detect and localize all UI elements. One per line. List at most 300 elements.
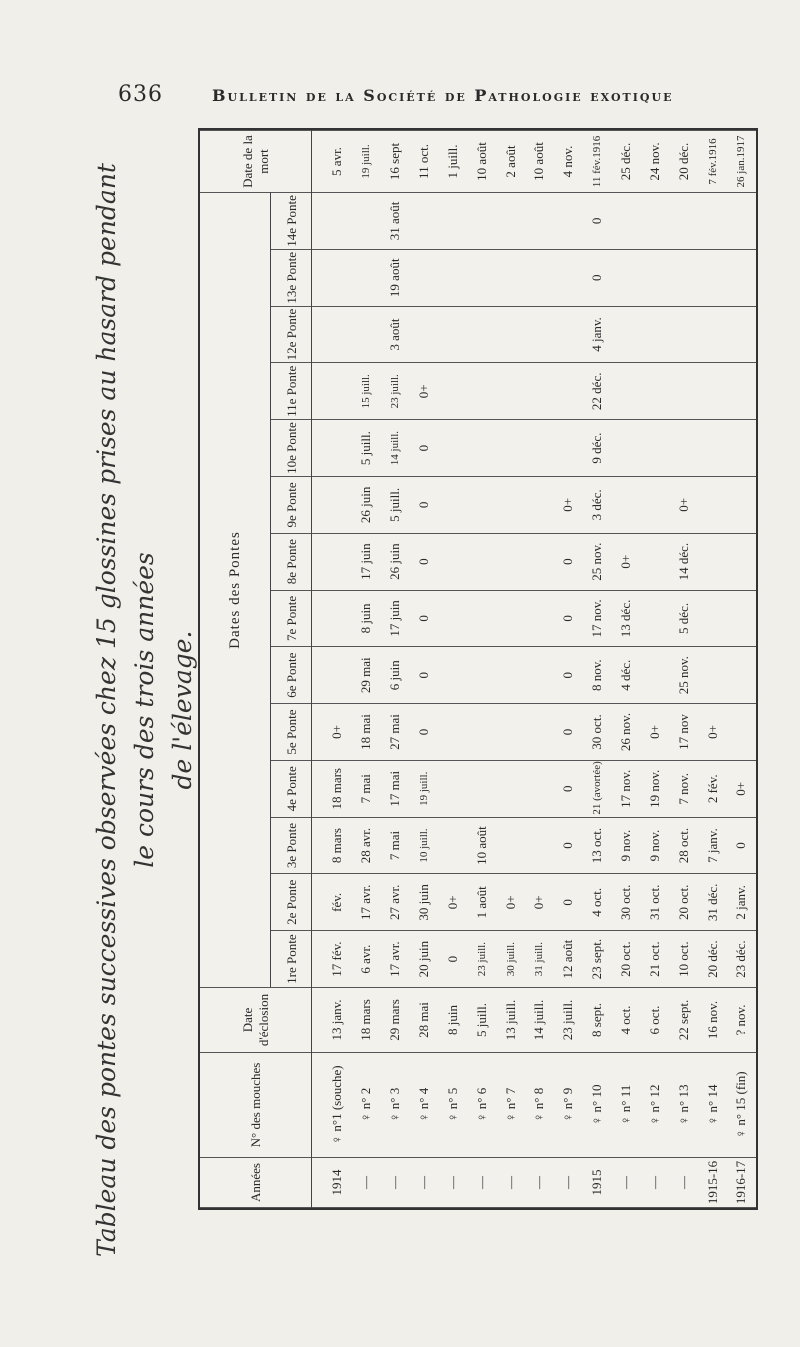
cell-ponte-3: 9 nov. [612, 817, 641, 874]
cell-ponte-7: 13 déc. [612, 590, 641, 647]
cell-ponte-12 [612, 306, 641, 363]
table-row [612, 131, 641, 1208]
cell-ponte-8 [727, 533, 756, 590]
header-eclosion: Date d'éclosion [200, 988, 312, 1053]
cell-ponte-13 [410, 249, 439, 306]
cell-ponte-4 [525, 760, 554, 817]
cell-ponte-12 [439, 306, 468, 363]
cell-ponte-1: 6 avr. [352, 931, 381, 988]
cell-ponte-5: 18 mai [352, 704, 381, 761]
cell-ponte-8: 26 juin [381, 533, 410, 590]
cell-ponte-4: 0 [554, 760, 583, 817]
cell-ponte-13 [439, 249, 468, 306]
cell-ponte-8: 0+ [612, 533, 641, 590]
cell-ponte-12 [410, 306, 439, 363]
cell-ponte-8 [312, 533, 353, 590]
cell-ponte-6: 0 [410, 647, 439, 704]
cell-ponte-13 [525, 249, 554, 306]
cell-ponte-7: 5 déc. [669, 590, 698, 647]
cell-ponte-10 [496, 420, 525, 477]
cell-mort: 11 fév.1916 [583, 131, 612, 193]
cell-mort: 20 déc. [669, 131, 698, 193]
cell-ponte-13 [669, 249, 698, 306]
header-ponte-5: 5e Ponte [271, 704, 312, 761]
cell-ponte-2: 17 avr. [352, 874, 381, 931]
cell-ponte-1: 30 juill. [496, 931, 525, 988]
header-annees: Années [200, 1158, 312, 1208]
header-ponte-3: 3e Ponte [271, 817, 312, 874]
cell-eclosion: 18 mars [352, 988, 381, 1053]
cell-ponte-4 [467, 760, 496, 817]
cell-ponte-2: 0+ [496, 874, 525, 931]
header-ponte-11: 11e Ponte [271, 363, 312, 420]
cell-ponte-5: 30 oct. [583, 704, 612, 761]
cell-ponte-4: 7 mai [352, 760, 381, 817]
cell-ponte-8: 0 [410, 533, 439, 590]
cell-annee: — [554, 1158, 583, 1208]
cell-ponte-11: 0+ [410, 363, 439, 420]
cell-mort: 11 oct. [410, 131, 439, 193]
cell-ponte-12: 4 janv. [583, 306, 612, 363]
cell-ponte-7 [439, 590, 468, 647]
cell-ponte-1: 17 avr. [381, 931, 410, 988]
cell-eclosion: 23 juill. [554, 988, 583, 1053]
header-ponte-8: 8e Ponte [271, 533, 312, 590]
cell-ponte-10 [669, 420, 698, 477]
cell-ponte-9 [640, 476, 669, 533]
header-ponte-14: 14e Ponte [271, 193, 312, 250]
cell-ponte-1: 17 fév. [312, 931, 353, 988]
cell-ponte-10 [467, 420, 496, 477]
table-row [669, 131, 698, 1208]
cell-ponte-10 [698, 420, 727, 477]
cell-annee: — [669, 1158, 698, 1208]
cell-ponte-14 [525, 193, 554, 250]
cell-ponte-11: 23 juill. [381, 363, 410, 420]
cell-ponte-2: 30 oct. [612, 874, 641, 931]
cell-eclosion: 8 juin [439, 988, 468, 1053]
cell-ponte-4: 17 mai [381, 760, 410, 817]
cell-mouche: ♀ n°1 (souche) [312, 1053, 353, 1158]
cell-eclosion: 16 nov. [698, 988, 727, 1053]
cell-eclosion: 13 juill. [496, 988, 525, 1053]
cell-ponte-14 [554, 193, 583, 250]
cell-ponte-6: 6 juin [381, 647, 410, 704]
cell-annee: — [439, 1158, 468, 1208]
cell-eclosion: 29 mars [381, 988, 410, 1053]
cell-ponte-5: 0+ [698, 704, 727, 761]
cell-annee: — [496, 1158, 525, 1208]
cell-ponte-12 [525, 306, 554, 363]
cell-ponte-7: 0 [554, 590, 583, 647]
running-title: Bulletin de la Société de Pathologie exotique [212, 86, 674, 105]
cell-mort: 24 nov. [640, 131, 669, 193]
cell-ponte-5 [525, 704, 554, 761]
cell-ponte-7: 17 juin [381, 590, 410, 647]
cell-ponte-13 [312, 249, 353, 306]
cell-mort: 26 jan.1917 [727, 131, 756, 193]
header-ponte-1: 1re Ponte [271, 931, 312, 988]
cell-ponte-8: 0 [554, 533, 583, 590]
header-mort: Date de la mort [200, 131, 312, 193]
cell-mort: 7 fév.1916 [698, 131, 727, 193]
cell-ponte-3: 9 nov. [640, 817, 669, 874]
cell-ponte-11 [727, 363, 756, 420]
cell-eclosion: 28 mai [410, 988, 439, 1053]
cell-ponte-2: 20 oct. [669, 874, 698, 931]
cell-ponte-7 [727, 590, 756, 647]
cell-ponte-4: 7 nov. [669, 760, 698, 817]
cell-ponte-9: 0+ [554, 476, 583, 533]
cell-eclosion: 14 juill. [525, 988, 554, 1053]
cell-ponte-7 [312, 590, 353, 647]
cell-ponte-10 [312, 420, 353, 477]
cell-ponte-14: 31 août [381, 193, 410, 250]
cell-mouche: ♀ n° 8 [525, 1053, 554, 1158]
cell-ponte-13 [640, 249, 669, 306]
cell-ponte-12 [312, 306, 353, 363]
cell-ponte-13 [352, 249, 381, 306]
cell-ponte-1: 23 sept. [583, 931, 612, 988]
cell-ponte-2: fév. [312, 874, 353, 931]
cell-annee: 1915-16 [698, 1158, 727, 1208]
header-ponte-9: 9e Ponte [271, 476, 312, 533]
cell-mort: 19 juill. [352, 131, 381, 193]
cell-ponte-7 [525, 590, 554, 647]
cell-mort: 2 août [496, 131, 525, 193]
cell-mouche: ♀ n° 2 [352, 1053, 381, 1158]
cell-ponte-7: 0 [410, 590, 439, 647]
cell-ponte-1: 10 oct. [669, 931, 698, 988]
cell-ponte-10 [525, 420, 554, 477]
cell-mort: 16 sept [381, 131, 410, 193]
cell-ponte-13 [727, 249, 756, 306]
cell-ponte-5: 17 nov [669, 704, 698, 761]
cell-ponte-9 [698, 476, 727, 533]
cell-ponte-4: 2 fév. [698, 760, 727, 817]
table-row [727, 131, 756, 1208]
cell-ponte-12 [352, 306, 381, 363]
cell-annee: — [640, 1158, 669, 1208]
cell-ponte-2: 0+ [525, 874, 554, 931]
cell-ponte-8: 25 nov. [583, 533, 612, 590]
cell-ponte-5: 27 mai [381, 704, 410, 761]
header-ponte-13: 13e Ponte [271, 249, 312, 306]
cell-mouche: ♀ n° 5 [439, 1053, 468, 1158]
cell-ponte-5: 0+ [640, 704, 669, 761]
cell-ponte-14 [727, 193, 756, 250]
cell-ponte-6 [698, 647, 727, 704]
header-ponte-10: 10e Ponte [271, 420, 312, 477]
cell-ponte-10 [640, 420, 669, 477]
header-numero: N° des mouches [200, 1053, 312, 1158]
cell-ponte-10: 14 juill. [381, 420, 410, 477]
cell-ponte-5: 0 [554, 704, 583, 761]
cell-ponte-5: 0 [410, 704, 439, 761]
cell-ponte-5 [439, 704, 468, 761]
cell-ponte-4: 17 nov. [612, 760, 641, 817]
cell-ponte-14 [640, 193, 669, 250]
table-row [352, 131, 381, 1208]
cell-ponte-5 [496, 704, 525, 761]
header-ponte-6: 6e Ponte [271, 647, 312, 704]
cell-annee: — [352, 1158, 381, 1208]
cell-ponte-4 [439, 760, 468, 817]
cell-ponte-8 [439, 533, 468, 590]
cell-ponte-14 [439, 193, 468, 250]
cell-ponte-5: 26 nov. [612, 704, 641, 761]
cell-mort: 4 nov. [554, 131, 583, 193]
cell-eclosion: ? nov. [727, 988, 756, 1053]
cell-ponte-8 [640, 533, 669, 590]
cell-mouche: ♀ n° 12 [640, 1053, 669, 1158]
cell-ponte-9 [496, 476, 525, 533]
table-row [496, 131, 525, 1208]
cell-ponte-10 [439, 420, 468, 477]
cell-ponte-13: 0 [583, 249, 612, 306]
cell-ponte-9 [525, 476, 554, 533]
cell-ponte-12 [727, 306, 756, 363]
cell-ponte-11 [467, 363, 496, 420]
cell-ponte-2: 2 janv. [727, 874, 756, 931]
cell-mort: 10 août [467, 131, 496, 193]
cell-ponte-11: 15 juill. [352, 363, 381, 420]
cell-ponte-7: 17 nov. [583, 590, 612, 647]
cell-ponte-1: 0 [439, 931, 468, 988]
cell-ponte-7: 8 juin [352, 590, 381, 647]
cell-ponte-3: 7 janv. [698, 817, 727, 874]
cell-ponte-10: 9 déc. [583, 420, 612, 477]
cell-mouche: ♀ n° 6 [467, 1053, 496, 1158]
cell-ponte-11 [496, 363, 525, 420]
cell-ponte-14 [352, 193, 381, 250]
cell-ponte-14 [669, 193, 698, 250]
cell-ponte-2: 30 juin [410, 874, 439, 931]
cell-eclosion: 22 sept. [669, 988, 698, 1053]
cell-ponte-2: 1 août [467, 874, 496, 931]
cell-ponte-8 [698, 533, 727, 590]
cell-ponte-3: 28 avr. [352, 817, 381, 874]
cell-ponte-1: 23 déc. [727, 931, 756, 988]
cell-ponte-3 [525, 817, 554, 874]
cell-annee: — [467, 1158, 496, 1208]
cell-mouche: ♀ n° 9 [554, 1053, 583, 1158]
cell-mort: 25 déc. [612, 131, 641, 193]
cell-ponte-3: 28 oct. [669, 817, 698, 874]
cell-ponte-10 [554, 420, 583, 477]
cell-annee: — [381, 1158, 410, 1208]
cell-ponte-6: 29 mai [352, 647, 381, 704]
cell-ponte-9 [467, 476, 496, 533]
cell-ponte-11: 22 déc. [583, 363, 612, 420]
cell-mort: 1 juill. [439, 131, 468, 193]
cell-mouche: ♀ n° 13 [669, 1053, 698, 1158]
cell-ponte-2: 4 oct. [583, 874, 612, 931]
cell-ponte-9 [612, 476, 641, 533]
table-frame [198, 128, 758, 1210]
cell-eclosion: 6 oct. [640, 988, 669, 1053]
cell-ponte-8 [496, 533, 525, 590]
cell-ponte-12: 3 août [381, 306, 410, 363]
rotated-table-wrapper [200, 130, 756, 1208]
cell-ponte-11 [312, 363, 353, 420]
cell-ponte-3: 10 août [467, 817, 496, 874]
cell-ponte-3: 0 [554, 817, 583, 874]
cell-ponte-1: 12 août [554, 931, 583, 988]
table-row [467, 131, 496, 1208]
cell-annee: 1916-17 [727, 1158, 756, 1208]
cell-ponte-11 [640, 363, 669, 420]
cell-annee: 1914 [312, 1158, 353, 1208]
table-row [583, 131, 612, 1208]
pontes-table [200, 130, 756, 1208]
cell-mort: 5 avr. [312, 131, 353, 193]
cell-ponte-1: 21 oct. [640, 931, 669, 988]
cell-ponte-12 [554, 306, 583, 363]
cell-ponte-5: 0+ [312, 704, 353, 761]
cell-ponte-10: 5 juill. [352, 420, 381, 477]
cell-annee: — [525, 1158, 554, 1208]
cell-ponte-12 [467, 306, 496, 363]
cell-ponte-11 [669, 363, 698, 420]
table-row [525, 131, 554, 1208]
cell-ponte-6: 25 nov. [669, 647, 698, 704]
cell-ponte-11 [525, 363, 554, 420]
cell-ponte-5 [467, 704, 496, 761]
cell-ponte-6: 0 [554, 647, 583, 704]
cell-ponte-14 [312, 193, 353, 250]
cell-ponte-13 [554, 249, 583, 306]
cell-ponte-6 [525, 647, 554, 704]
cell-mouche: ♀ n° 14 [698, 1053, 727, 1158]
cell-ponte-3: 7 mai [381, 817, 410, 874]
table-caption [90, 160, 200, 1260]
cell-ponte-6 [640, 647, 669, 704]
cell-ponte-8: 17 juin [352, 533, 381, 590]
cell-ponte-14 [496, 193, 525, 250]
cell-ponte-3 [496, 817, 525, 874]
cell-ponte-4 [496, 760, 525, 817]
cell-mouche: ♀ n° 11 [612, 1053, 641, 1158]
header-ponte-2: 2e Ponte [271, 874, 312, 931]
cell-ponte-13: 19 août [381, 249, 410, 306]
cell-ponte-3: 13 oct. [583, 817, 612, 874]
cell-ponte-4: 18 mars [312, 760, 353, 817]
cell-mouche: ♀ n° 4 [410, 1053, 439, 1158]
cell-ponte-6 [727, 647, 756, 704]
cell-ponte-10 [612, 420, 641, 477]
cell-ponte-9: 0+ [669, 476, 698, 533]
table-row [381, 131, 410, 1208]
cell-ponte-2: 0+ [439, 874, 468, 931]
cell-ponte-13 [612, 249, 641, 306]
cell-ponte-9: 0 [410, 476, 439, 533]
table-row [554, 131, 583, 1208]
cell-ponte-11 [698, 363, 727, 420]
table-row [439, 131, 468, 1208]
cell-annee: — [410, 1158, 439, 1208]
header-ponte-7: 7e Ponte [271, 590, 312, 647]
cell-ponte-11 [554, 363, 583, 420]
cell-ponte-8: 14 déc. [669, 533, 698, 590]
cell-ponte-10 [727, 420, 756, 477]
header-ponte-4: 4e Ponte [271, 760, 312, 817]
cell-mouche: ♀ n° 15 (fin) [727, 1053, 756, 1158]
cell-eclosion: 13 janv. [312, 988, 353, 1053]
table-row [312, 131, 353, 1208]
header-ponte-12: 12e Ponte [271, 306, 312, 363]
cell-ponte-7 [496, 590, 525, 647]
cell-ponte-1: 31 juill. [525, 931, 554, 988]
cell-annee: 1915 [583, 1158, 612, 1208]
cell-ponte-7 [640, 590, 669, 647]
cell-ponte-6: 8 nov. [583, 647, 612, 704]
table-row [410, 131, 439, 1208]
cell-ponte-6 [439, 647, 468, 704]
cell-ponte-9 [727, 476, 756, 533]
cell-ponte-2: 27 avr. [381, 874, 410, 931]
cell-eclosion: 5 juill. [467, 988, 496, 1053]
cell-ponte-1: 20 juin [410, 931, 439, 988]
cell-ponte-12 [640, 306, 669, 363]
cell-ponte-11 [612, 363, 641, 420]
cell-ponte-2: 31 oct. [640, 874, 669, 931]
cell-ponte-10: 0 [410, 420, 439, 477]
cell-ponte-3: 10 juill. [410, 817, 439, 874]
cell-ponte-7 [467, 590, 496, 647]
cell-mouche: ♀ n° 7 [496, 1053, 525, 1158]
cell-ponte-14 [410, 193, 439, 250]
cell-ponte-9: 5 juill. [381, 476, 410, 533]
caption-line-1: Tableau des pontes successives observées chez 15 glossines prises au hasard pendant le cours des trois années [92, 163, 159, 1257]
cell-mouche: ♀ n° 10 [583, 1053, 612, 1158]
cell-ponte-6 [496, 647, 525, 704]
header-dates-pontes: Dates des Pontes [200, 193, 271, 988]
caption-line-2: de l'élevage. [168, 630, 197, 790]
cell-ponte-14 [467, 193, 496, 250]
cell-ponte-3 [439, 817, 468, 874]
cell-ponte-7 [698, 590, 727, 647]
cell-ponte-8 [525, 533, 554, 590]
cell-ponte-12 [698, 306, 727, 363]
cell-mort: 10 août [525, 131, 554, 193]
cell-ponte-14 [698, 193, 727, 250]
cell-ponte-13 [496, 249, 525, 306]
cell-ponte-4: 19 juill. [410, 760, 439, 817]
cell-ponte-11 [439, 363, 468, 420]
table-row [640, 131, 669, 1208]
cell-ponte-9 [439, 476, 468, 533]
cell-ponte-9: 3 déc. [583, 476, 612, 533]
cell-eclosion: 4 oct. [612, 988, 641, 1053]
cell-ponte-9: 26 juin [352, 476, 381, 533]
page-number: 636 [118, 82, 163, 107]
cell-ponte-1: 20 déc. [698, 931, 727, 988]
cell-annee: — [612, 1158, 641, 1208]
cell-ponte-5 [727, 704, 756, 761]
cell-ponte-6 [312, 647, 353, 704]
cell-ponte-1: 20 oct. [612, 931, 641, 988]
cell-ponte-8 [467, 533, 496, 590]
cell-ponte-4: 21 (avortée) [583, 760, 612, 817]
cell-ponte-6 [467, 647, 496, 704]
cell-ponte-12 [496, 306, 525, 363]
cell-ponte-3: 0 [727, 817, 756, 874]
cell-ponte-4: 0+ [727, 760, 756, 817]
cell-ponte-12 [669, 306, 698, 363]
cell-ponte-1: 23 juill. [467, 931, 496, 988]
cell-ponte-3: 8 mars [312, 817, 353, 874]
